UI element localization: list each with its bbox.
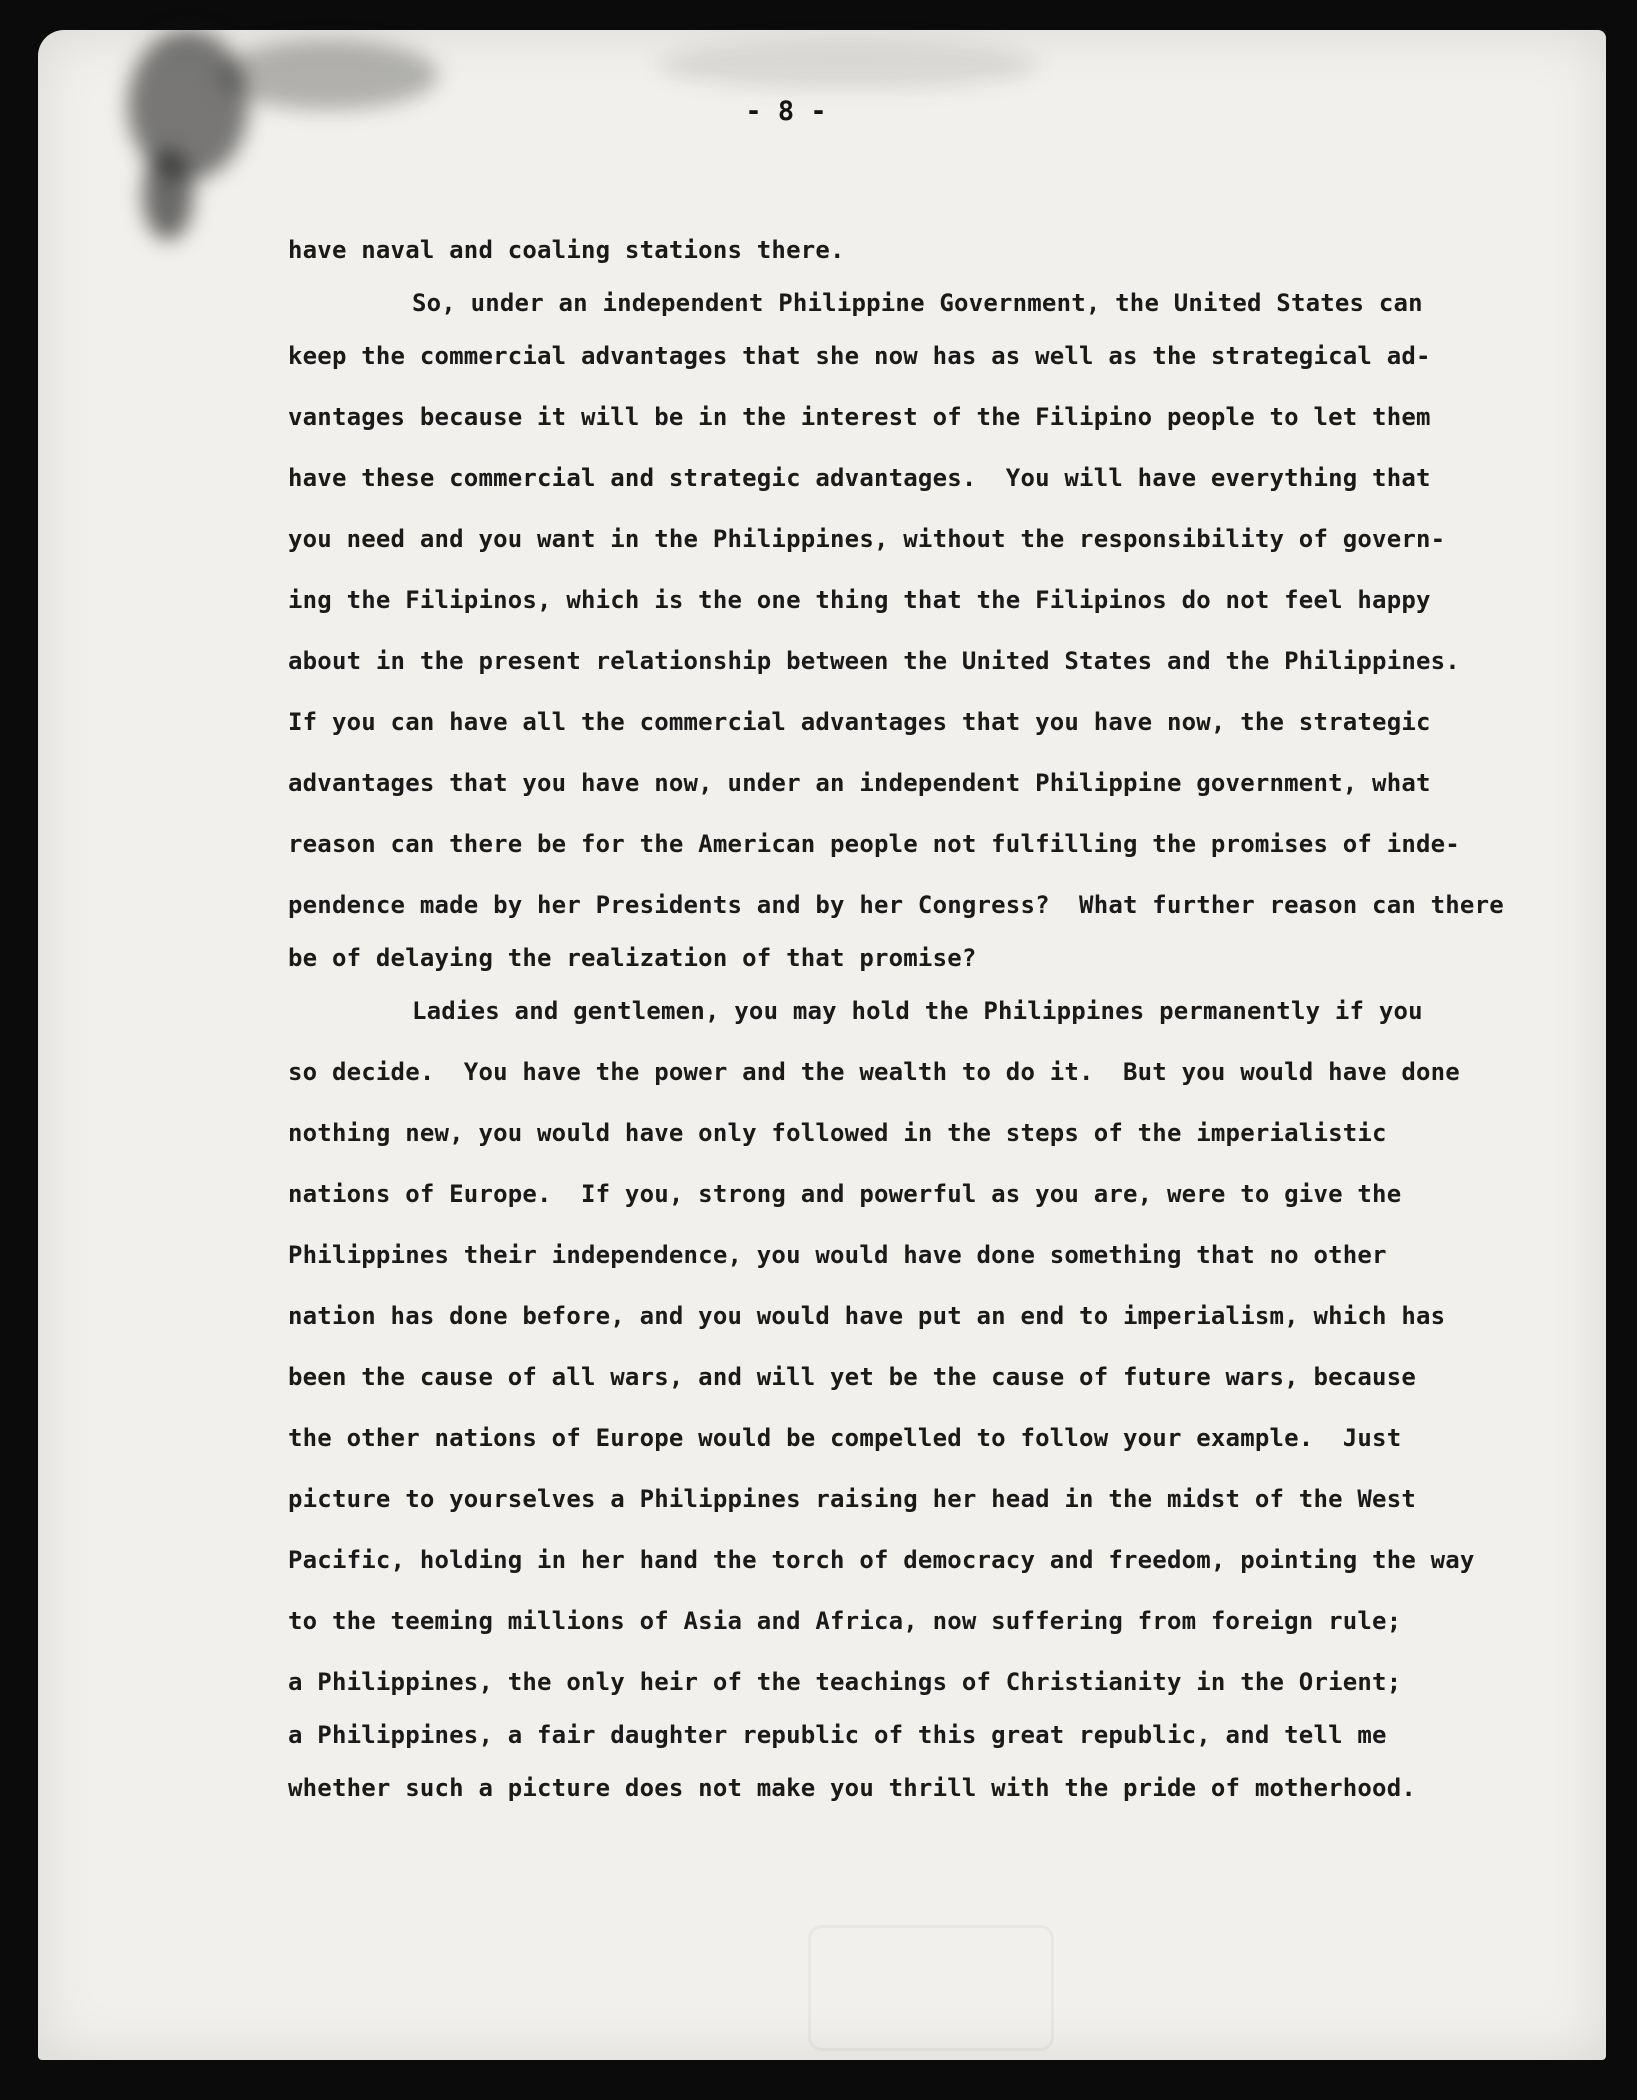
text-line: So, under an independent Philippine Government, the United States can — [412, 289, 1423, 317]
ink-smudge — [143, 150, 193, 240]
text-line: vantages because it will be in the interest of the Filipino people to let them — [288, 403, 1431, 431]
text-line: you need and you want in the Philippines, without the responsibility of govern- — [288, 525, 1446, 553]
text-line: nothing new, you would have only followed in the steps of the imperialistic — [288, 1119, 1387, 1147]
text-line: picture to yourselves a Philippines raising her head in the midst of the West — [288, 1485, 1416, 1513]
text-line: nation has done before, and you would have put an end to imperialism, which has — [288, 1302, 1446, 1330]
text-line: been the cause of all wars, and will yet be the cause of future wars, because — [288, 1363, 1416, 1391]
text-line: pendence made by her Presidents and by her Congress? What further reason can there — [288, 891, 1504, 919]
text-line: about in the present relationship between the United States and the Philippines. — [288, 647, 1460, 675]
text-line: have naval and coaling stations there. — [288, 236, 845, 264]
text-line: Philippines their independence, you would have done something that no other — [288, 1241, 1387, 1269]
text-line: If you can have all the commercial advantages that you have now, the strategic — [288, 708, 1431, 736]
page-number: - 8 - — [745, 96, 827, 127]
text-line: a Philippines, the only heir of the teachings of Christianity in the Orient; — [288, 1668, 1402, 1696]
text-line: to the teeming millions of Asia and Africa, now suffering from foreign rule; — [288, 1607, 1402, 1635]
text-line: be of delaying the realization of that promise? — [288, 944, 977, 972]
faint-stamp — [808, 1925, 1054, 2051]
text-line: ing the Filipinos, which is the one thing that the Filipinos do not feel happy — [288, 586, 1431, 614]
paper-sheet — [38, 30, 1606, 2060]
text-line: keep the commercial advantages that she now has as well as the strategical ad- — [288, 342, 1431, 370]
text-line: nations of Europe. If you, strong and powerful as you are, were to give the — [288, 1180, 1402, 1208]
text-line: Ladies and gentlemen, you may hold the Philippines permanently if you — [412, 997, 1423, 1025]
text-line: a Philippines, a fair daughter republic of this great republic, and tell me — [288, 1721, 1387, 1749]
text-line: so decide. You have the power and the wealth to do it. But you would have done — [288, 1058, 1460, 1086]
text-line: advantages that you have now, under an independent Philippine government, what — [288, 769, 1431, 797]
text-line: the other nations of Europe would be compelled to follow your example. Just — [288, 1424, 1402, 1452]
ink-smudge — [658, 40, 1038, 90]
text-line: whether such a picture does not make you thrill with the pride of motherhood. — [288, 1774, 1416, 1802]
text-line: have these commercial and strategic advantages. You will have everything that — [288, 464, 1431, 492]
text-line: Pacific, holding in her hand the torch of democracy and freedom, pointing the way — [288, 1546, 1475, 1574]
text-line: reason can there be for the American people not fulfilling the promises of inde- — [288, 830, 1460, 858]
typescript-body — [288, 220, 1608, 1819]
